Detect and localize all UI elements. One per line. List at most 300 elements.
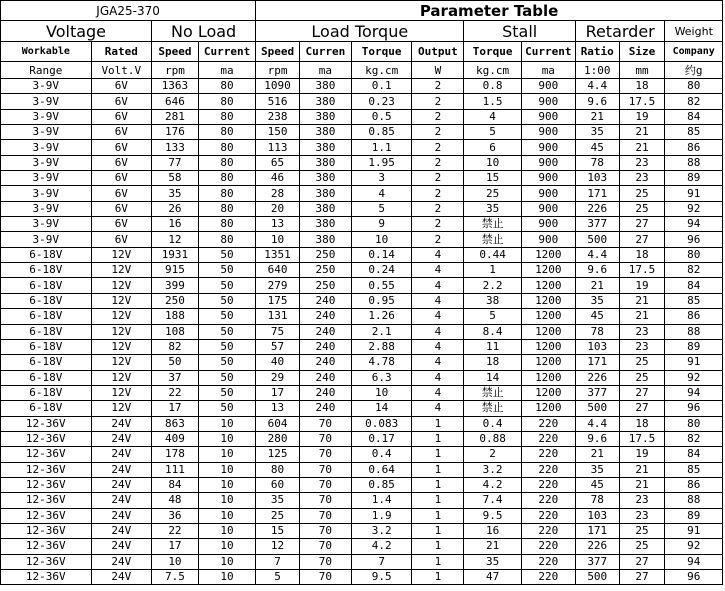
cell-load-torque: 1.95 <box>351 155 411 170</box>
cell-load-torque: 0.1 <box>351 79 411 94</box>
cell-speed: 111 <box>152 462 199 477</box>
cell-current: 80 <box>198 186 255 201</box>
cell-workable: 3-9V <box>1 140 92 155</box>
cell-output: 1 <box>412 523 464 538</box>
cell-load-torque: 4.2 <box>351 539 411 554</box>
cell-load-current: 70 <box>299 508 351 523</box>
cell-rated: 6V <box>91 140 151 155</box>
table-row <box>1 385 723 400</box>
cell-current: 80 <box>198 109 255 124</box>
cell-output: 4 <box>412 293 464 308</box>
group-voltage: Voltage <box>1 21 152 42</box>
cell-load-speed: 131 <box>256 309 300 324</box>
cell-output: 2 <box>412 155 464 170</box>
cell-current: 10 <box>198 539 255 554</box>
cell-workable: 3-9V <box>1 94 92 109</box>
cell-stall-current: 1200 <box>521 385 575 400</box>
cell-size: 17.5 <box>619 431 665 446</box>
cell-ratio: 4.4 <box>575 79 619 94</box>
cell-load-torque: 4.78 <box>351 355 411 370</box>
cell-speed: 1931 <box>152 247 199 262</box>
cell-ratio: 171 <box>575 523 619 538</box>
unit-current: ma <box>198 62 255 79</box>
cell-stall-torque: 35 <box>464 201 521 216</box>
cell-output: 4 <box>412 339 464 354</box>
cell-load-torque: 0.95 <box>351 293 411 308</box>
cell-rated: 12V <box>91 385 151 400</box>
cell-workable: 6-18V <box>1 263 92 278</box>
cell-ratio: 377 <box>575 554 619 569</box>
cell-load-current: 380 <box>299 232 351 247</box>
cell-ratio: 226 <box>575 201 619 216</box>
cell-output: 4 <box>412 370 464 385</box>
title-row <box>1 1 723 21</box>
cell-stall-torque: 禁止 <box>464 217 521 232</box>
cell-stall-torque: 47 <box>464 570 521 585</box>
cell-load-speed: 5 <box>256 570 300 585</box>
cell-output: 2 <box>412 109 464 124</box>
cell-load-speed: 13 <box>256 217 300 232</box>
cell-size: 17.5 <box>619 263 665 278</box>
cell-company: 89 <box>665 339 723 354</box>
cell-stall-current: 220 <box>521 462 575 477</box>
cell-load-torque: 9 <box>351 217 411 232</box>
cell-output: 1 <box>412 447 464 462</box>
cell-current: 50 <box>198 309 255 324</box>
cell-load-torque: 10 <box>351 385 411 400</box>
cell-company: 89 <box>665 508 723 523</box>
table-row <box>1 278 723 293</box>
cell-company: 84 <box>665 109 723 124</box>
cell-stall-torque: 禁止 <box>464 385 521 400</box>
cell-ratio: 103 <box>575 508 619 523</box>
header-ratio: Ratio <box>575 42 619 62</box>
cell-rated: 24V <box>91 493 151 508</box>
table-row <box>1 447 723 462</box>
cell-ratio: 500 <box>575 232 619 247</box>
cell-company: 92 <box>665 370 723 385</box>
table-row <box>1 217 723 232</box>
cell-size: 21 <box>619 462 665 477</box>
cell-load-speed: 1090 <box>256 79 300 94</box>
cell-rated: 24V <box>91 431 151 446</box>
cell-rated: 24V <box>91 554 151 569</box>
cell-rated: 6V <box>91 79 151 94</box>
group-header-row <box>1 21 723 42</box>
cell-company: 88 <box>665 155 723 170</box>
cell-load-speed: 75 <box>256 324 300 339</box>
cell-load-current: 380 <box>299 94 351 109</box>
model-name: JGA25-370 <box>1 1 256 21</box>
cell-stall-current: 900 <box>521 217 575 232</box>
cell-stall-current: 220 <box>521 570 575 585</box>
cell-load-speed: 40 <box>256 355 300 370</box>
cell-load-speed: 175 <box>256 293 300 308</box>
cell-rated: 12V <box>91 401 151 416</box>
cell-stall-current: 900 <box>521 125 575 140</box>
cell-workable: 6-18V <box>1 370 92 385</box>
cell-current: 10 <box>198 462 255 477</box>
cell-stall-current: 1200 <box>521 278 575 293</box>
cell-current: 10 <box>198 493 255 508</box>
cell-speed: 84 <box>152 477 199 492</box>
cell-rated: 6V <box>91 109 151 124</box>
cell-company: 80 <box>665 247 723 262</box>
cell-current: 10 <box>198 508 255 523</box>
cell-size: 25 <box>619 539 665 554</box>
cell-current: 50 <box>198 385 255 400</box>
cell-speed: 82 <box>152 339 199 354</box>
cell-load-speed: 125 <box>256 447 300 462</box>
cell-load-torque: 1.4 <box>351 493 411 508</box>
cell-load-speed: 1351 <box>256 247 300 262</box>
cell-load-speed: 280 <box>256 431 300 446</box>
cell-workable: 3-9V <box>1 79 92 94</box>
cell-stall-torque: 14 <box>464 370 521 385</box>
cell-stall-torque: 5 <box>464 309 521 324</box>
cell-current: 10 <box>198 431 255 446</box>
cell-stall-current: 900 <box>521 201 575 216</box>
cell-size: 23 <box>619 155 665 170</box>
cell-stall-torque: 25 <box>464 186 521 201</box>
unit-speed: rpm <box>152 62 199 79</box>
cell-stall-torque: 9.5 <box>464 508 521 523</box>
cell-size: 19 <box>619 278 665 293</box>
cell-load-current: 380 <box>299 125 351 140</box>
cell-current: 50 <box>198 293 255 308</box>
cell-output: 1 <box>412 431 464 446</box>
table-row <box>1 293 723 308</box>
cell-current: 10 <box>198 554 255 569</box>
cell-ratio: 9.6 <box>575 263 619 278</box>
table-row <box>1 94 723 109</box>
cell-output: 2 <box>412 201 464 216</box>
cell-load-current: 70 <box>299 554 351 569</box>
cell-output: 2 <box>412 125 464 140</box>
cell-stall-current: 900 <box>521 140 575 155</box>
cell-stall-current: 900 <box>521 155 575 170</box>
cell-current: 10 <box>198 570 255 585</box>
cell-speed: 35 <box>152 186 199 201</box>
cell-output: 2 <box>412 171 464 186</box>
cell-company: 92 <box>665 201 723 216</box>
cell-output: 2 <box>412 186 464 201</box>
cell-stall-current: 1200 <box>521 355 575 370</box>
cell-stall-torque: 4 <box>464 109 521 124</box>
cell-output: 2 <box>412 232 464 247</box>
cell-stall-current: 220 <box>521 493 575 508</box>
cell-workable: 3-9V <box>1 186 92 201</box>
cell-rated: 12V <box>91 309 151 324</box>
cell-workable: 3-9V <box>1 171 92 186</box>
cell-rated: 24V <box>91 416 151 431</box>
unit-load-speed: rpm <box>256 62 300 79</box>
cell-load-current: 240 <box>299 309 351 324</box>
cell-size: 25 <box>619 370 665 385</box>
cell-load-current: 240 <box>299 370 351 385</box>
cell-stall-torque: 8.4 <box>464 324 521 339</box>
cell-stall-current: 220 <box>521 477 575 492</box>
cell-stall-torque: 0.4 <box>464 416 521 431</box>
cell-stall-torque: 35 <box>464 554 521 569</box>
cell-load-current: 240 <box>299 293 351 308</box>
cell-company: 84 <box>665 278 723 293</box>
cell-load-current: 70 <box>299 493 351 508</box>
cell-current: 50 <box>198 401 255 416</box>
cell-speed: 176 <box>152 125 199 140</box>
cell-load-current: 380 <box>299 217 351 232</box>
cell-rated: 12V <box>91 293 151 308</box>
cell-company: 84 <box>665 447 723 462</box>
table-row <box>1 339 723 354</box>
cell-load-torque: 2.88 <box>351 339 411 354</box>
cell-stall-current: 900 <box>521 171 575 186</box>
cell-size: 27 <box>619 232 665 247</box>
cell-current: 80 <box>198 201 255 216</box>
table-row <box>1 155 723 170</box>
cell-stall-current: 900 <box>521 232 575 247</box>
cell-size: 25 <box>619 523 665 538</box>
cell-company: 85 <box>665 293 723 308</box>
cell-company: 86 <box>665 140 723 155</box>
cell-ratio: 103 <box>575 339 619 354</box>
cell-workable: 12-36V <box>1 462 92 477</box>
table-row <box>1 186 723 201</box>
cell-load-current: 250 <box>299 278 351 293</box>
unit-load-torque: kg.cm <box>351 62 411 79</box>
cell-size: 27 <box>619 554 665 569</box>
cell-workable: 12-36V <box>1 570 92 585</box>
cell-speed: 16 <box>152 217 199 232</box>
cell-rated: 12V <box>91 370 151 385</box>
table-row <box>1 570 723 585</box>
cell-output: 4 <box>412 385 464 400</box>
table-row <box>1 401 723 416</box>
table-row <box>1 477 723 492</box>
cell-load-speed: 7 <box>256 554 300 569</box>
cell-current: 10 <box>198 523 255 538</box>
cell-speed: 915 <box>152 263 199 278</box>
group-retarder: Retarder <box>575 21 665 42</box>
cell-output: 4 <box>412 263 464 278</box>
cell-current: 80 <box>198 79 255 94</box>
table-row <box>1 554 723 569</box>
cell-current: 80 <box>198 232 255 247</box>
cell-speed: 36 <box>152 508 199 523</box>
unit-stall-torque: kg.cm <box>464 62 521 79</box>
group-no-load: No Load <box>152 21 256 42</box>
cell-load-current: 240 <box>299 401 351 416</box>
cell-ratio: 171 <box>575 186 619 201</box>
cell-speed: 399 <box>152 278 199 293</box>
cell-load-current: 240 <box>299 339 351 354</box>
table-row <box>1 201 723 216</box>
table-row <box>1 493 723 508</box>
cell-load-torque: 0.24 <box>351 263 411 278</box>
cell-output: 1 <box>412 570 464 585</box>
unit-workable: Range <box>1 62 92 79</box>
cell-stall-torque: 5 <box>464 125 521 140</box>
cell-rated: 12V <box>91 355 151 370</box>
cell-stall-torque: 0.8 <box>464 79 521 94</box>
cell-load-speed: 10 <box>256 232 300 247</box>
unit-row <box>1 62 723 79</box>
unit-stall-current: ma <box>521 62 575 79</box>
cell-stall-current: 220 <box>521 416 575 431</box>
cell-ratio: 35 <box>575 462 619 477</box>
cell-workable: 3-9V <box>1 201 92 216</box>
cell-current: 80 <box>198 140 255 155</box>
cell-company: 85 <box>665 125 723 140</box>
cell-output: 1 <box>412 554 464 569</box>
cell-load-speed: 65 <box>256 155 300 170</box>
cell-company: 96 <box>665 401 723 416</box>
cell-output: 1 <box>412 508 464 523</box>
cell-stall-torque: 1.5 <box>464 94 521 109</box>
cell-rated: 24V <box>91 447 151 462</box>
cell-load-torque: 10 <box>351 232 411 247</box>
cell-workable: 6-18V <box>1 355 92 370</box>
table-row <box>1 140 723 155</box>
cell-size: 23 <box>619 324 665 339</box>
cell-load-current: 380 <box>299 140 351 155</box>
cell-stall-current: 220 <box>521 523 575 538</box>
cell-load-speed: 28 <box>256 186 300 201</box>
cell-ratio: 171 <box>575 355 619 370</box>
cell-rated: 24V <box>91 570 151 585</box>
cell-stall-torque: 15 <box>464 171 521 186</box>
cell-rated: 6V <box>91 186 151 201</box>
cell-size: 19 <box>619 447 665 462</box>
cell-output: 4 <box>412 278 464 293</box>
cell-size: 23 <box>619 508 665 523</box>
cell-load-torque: 0.5 <box>351 109 411 124</box>
cell-load-speed: 80 <box>256 462 300 477</box>
cell-company: 89 <box>665 171 723 186</box>
cell-workable: 6-18V <box>1 247 92 262</box>
cell-speed: 48 <box>152 493 199 508</box>
cell-workable: 12-36V <box>1 416 92 431</box>
cell-speed: 10 <box>152 554 199 569</box>
cell-ratio: 500 <box>575 401 619 416</box>
cell-workable: 12-36V <box>1 493 92 508</box>
cell-current: 80 <box>198 217 255 232</box>
column-header-row <box>1 42 723 62</box>
cell-size: 18 <box>619 416 665 431</box>
cell-current: 50 <box>198 324 255 339</box>
cell-load-current: 70 <box>299 416 351 431</box>
cell-load-current: 250 <box>299 263 351 278</box>
cell-size: 21 <box>619 477 665 492</box>
header-speed: Speed <box>152 42 199 62</box>
cell-rated: 24V <box>91 477 151 492</box>
cell-stall-current: 1200 <box>521 263 575 278</box>
group-load-torque: Load Torque <box>256 21 464 42</box>
cell-current: 80 <box>198 155 255 170</box>
cell-size: 21 <box>619 140 665 155</box>
cell-load-current: 240 <box>299 355 351 370</box>
unit-ratio: 1:00 <box>575 62 619 79</box>
header-size: Size <box>619 42 665 62</box>
cell-load-current: 380 <box>299 109 351 124</box>
cell-workable: 3-9V <box>1 232 92 247</box>
cell-workable: 6-18V <box>1 324 92 339</box>
cell-stall-current: 1200 <box>521 247 575 262</box>
cell-workable: 12-36V <box>1 539 92 554</box>
cell-ratio: 21 <box>575 447 619 462</box>
cell-stall-current: 900 <box>521 186 575 201</box>
cell-stall-torque: 11 <box>464 339 521 354</box>
cell-load-current: 70 <box>299 477 351 492</box>
cell-ratio: 78 <box>575 493 619 508</box>
cell-stall-current: 1200 <box>521 370 575 385</box>
cell-load-current: 70 <box>299 570 351 585</box>
cell-rated: 24V <box>91 462 151 477</box>
cell-workable: 6-18V <box>1 385 92 400</box>
cell-ratio: 9.6 <box>575 94 619 109</box>
cell-company: 80 <box>665 416 723 431</box>
cell-workable: 3-9V <box>1 217 92 232</box>
cell-stall-torque: 6 <box>464 140 521 155</box>
cell-speed: 17 <box>152 401 199 416</box>
table-row <box>1 263 723 278</box>
cell-current: 80 <box>198 94 255 109</box>
cell-stall-torque: 38 <box>464 293 521 308</box>
cell-load-torque: 14 <box>351 401 411 416</box>
header-output: Output <box>412 42 464 62</box>
cell-ratio: 45 <box>575 140 619 155</box>
cell-stall-current: 220 <box>521 431 575 446</box>
cell-workable: 6-18V <box>1 309 92 324</box>
cell-ratio: 35 <box>575 125 619 140</box>
cell-load-torque: 1.9 <box>351 508 411 523</box>
cell-rated: 6V <box>91 232 151 247</box>
cell-workable: 12-36V <box>1 447 92 462</box>
table-title: Parameter Table <box>256 1 723 21</box>
cell-current: 50 <box>198 370 255 385</box>
cell-stall-current: 220 <box>521 539 575 554</box>
cell-ratio: 226 <box>575 539 619 554</box>
table-row <box>1 109 723 124</box>
cell-rated: 12V <box>91 339 151 354</box>
cell-stall-current: 1200 <box>521 339 575 354</box>
cell-size: 17.5 <box>619 94 665 109</box>
cell-load-torque: 0.55 <box>351 278 411 293</box>
table-row <box>1 171 723 186</box>
table-row <box>1 539 723 554</box>
cell-load-torque: 4 <box>351 186 411 201</box>
cell-stall-current: 220 <box>521 554 575 569</box>
cell-stall-torque: 1 <box>464 263 521 278</box>
cell-size: 25 <box>619 355 665 370</box>
cell-output: 1 <box>412 462 464 477</box>
header-stall-current: Current <box>521 42 575 62</box>
cell-stall-current: 900 <box>521 109 575 124</box>
cell-ratio: 78 <box>575 155 619 170</box>
cell-workable: 3-9V <box>1 155 92 170</box>
unit-rated: Volt.V <box>91 62 151 79</box>
cell-stall-torque: 禁止 <box>464 401 521 416</box>
cell-load-torque: 9.5 <box>351 570 411 585</box>
cell-speed: 178 <box>152 447 199 462</box>
cell-load-torque: 3.2 <box>351 523 411 538</box>
cell-speed: 281 <box>152 109 199 124</box>
cell-stall-torque: 21 <box>464 539 521 554</box>
cell-current: 50 <box>198 247 255 262</box>
cell-rated: 12V <box>91 247 151 262</box>
table-row <box>1 355 723 370</box>
group-weight: Weight <box>665 21 723 42</box>
